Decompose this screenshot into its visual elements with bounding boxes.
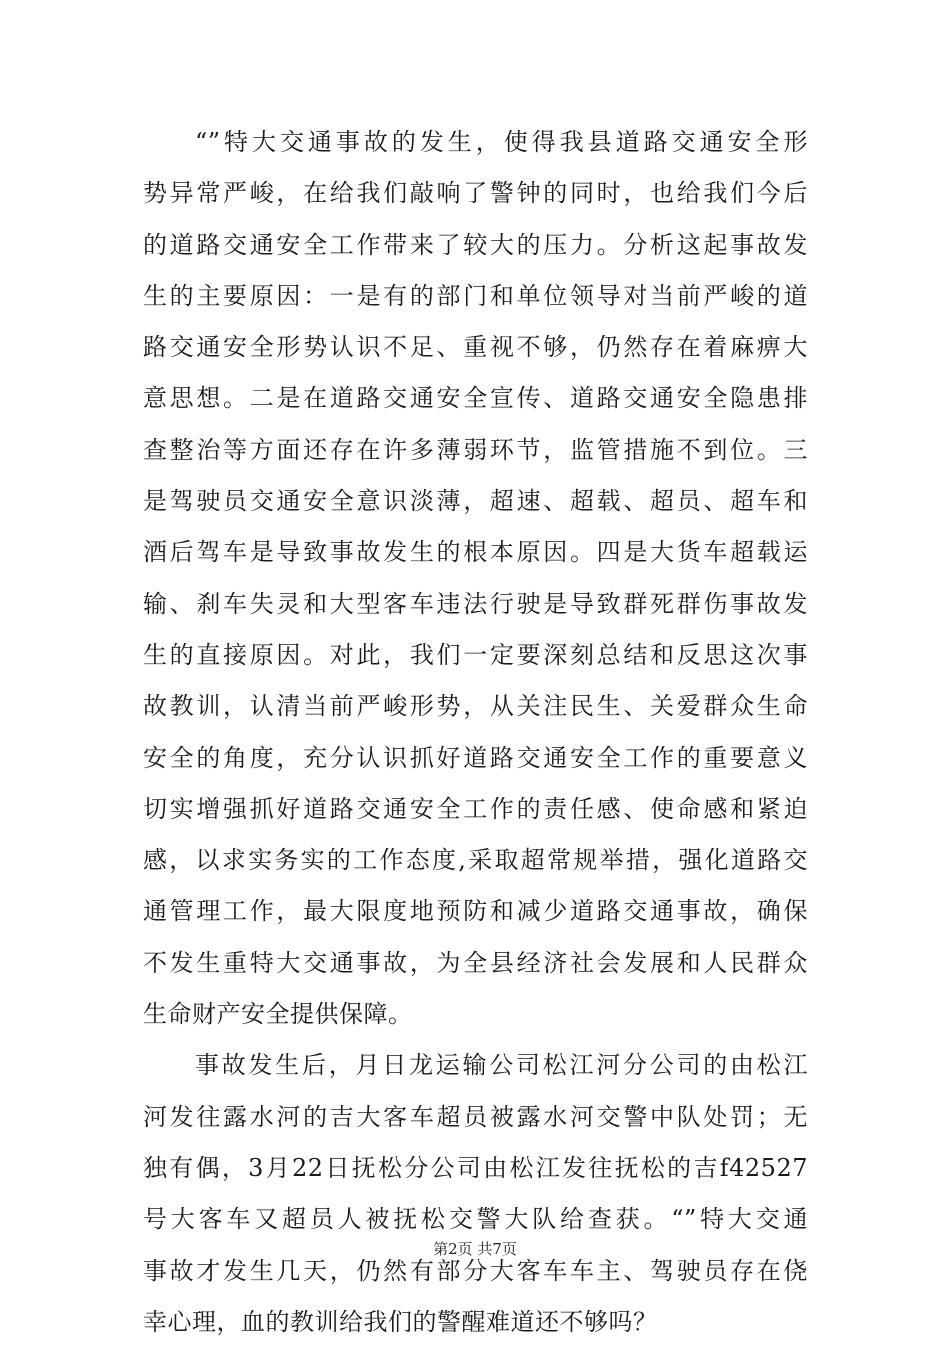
text-line: 生的主要原因：一是有的部门和单位领导对当前严峻的道 <box>143 281 808 310</box>
text-line: “”特大交通事故的发生，使得我县道路交通安全形 <box>195 128 808 156</box>
text-line: 事故发生后，月日龙运输公司松江河分公司的由松江 <box>195 1051 808 1080</box>
text-line: 故教训，认清当前严峻形势，从关注民生、关爱群众生命 <box>143 692 808 721</box>
text-line: 酒后驾车是导致事故发生的根本原因。四是大货车超载运 <box>143 538 808 567</box>
text-line: 生命财产安全提供保障。 <box>143 1000 413 1029</box>
page-number-footer: 第2页 共7页 <box>433 1240 517 1258</box>
text-line: 输、刹车失灵和大型客车违法行驶是导致群死群伤事故发 <box>143 589 808 618</box>
text-line: 切实增强抓好道路交通安全工作的责任感、使命感和紧迫 <box>143 794 808 823</box>
text-line: 是驾驶员交通安全意识淡薄，超速、超载、超员、超车和 <box>143 487 808 516</box>
text-line: 河发往露水河的吉大客车超员被露水河交警中队处罚；无 <box>143 1102 808 1131</box>
text-line: 号大客车又超员人被抚松交警大队给查获。“”特大交通 <box>143 1205 808 1234</box>
paragraph-1 <box>143 117 808 1040</box>
text-line: 路交通安全形势认识不足、重视不够，仍然存在着麻痹大 <box>143 333 808 362</box>
text-line: 不发生重特大交通事故，为全县经济社会发展和人民群众 <box>143 948 808 977</box>
text-line: 安全的角度，充分认识抓好道路交通安全工作的重要意义 <box>143 743 808 772</box>
text-line: 的道路交通安全工作带来了较大的压力。分析这起事故发 <box>143 230 808 259</box>
text-line: 生的直接原因。对此，我们一定要深刻总结和反思这次事 <box>143 640 808 669</box>
text-line: 查整治等方面还存在许多薄弱环节，监管措施不到位。三 <box>143 435 808 464</box>
text-line: 独有偶，3月22日抚松分公司由松江发往抚松的吉f42527 <box>143 1153 808 1182</box>
text-line: 事故才发生几天，仍然有部分大客车车主、驾驶员存在侥 <box>143 1256 808 1285</box>
text-line: 通管理工作，最大限度地预防和减少道路交通事故，确保 <box>143 897 808 926</box>
text-line: 势异常严峻，在给我们敲响了警钟的同时，也给我们今后 <box>143 179 808 208</box>
text-line: 意思想。二是在道路交通安全宣传、道路交通安全隐患排 <box>143 384 808 413</box>
paragraph-2 <box>143 1040 808 1348</box>
text-line: 幸心理，血的教训给我们的警醒难道还不够吗？ <box>143 1307 658 1336</box>
text-line: 感，以求实务实的工作态度,采取超常规举措，强化道路交 <box>143 846 808 875</box>
document-body <box>143 117 808 1348</box>
